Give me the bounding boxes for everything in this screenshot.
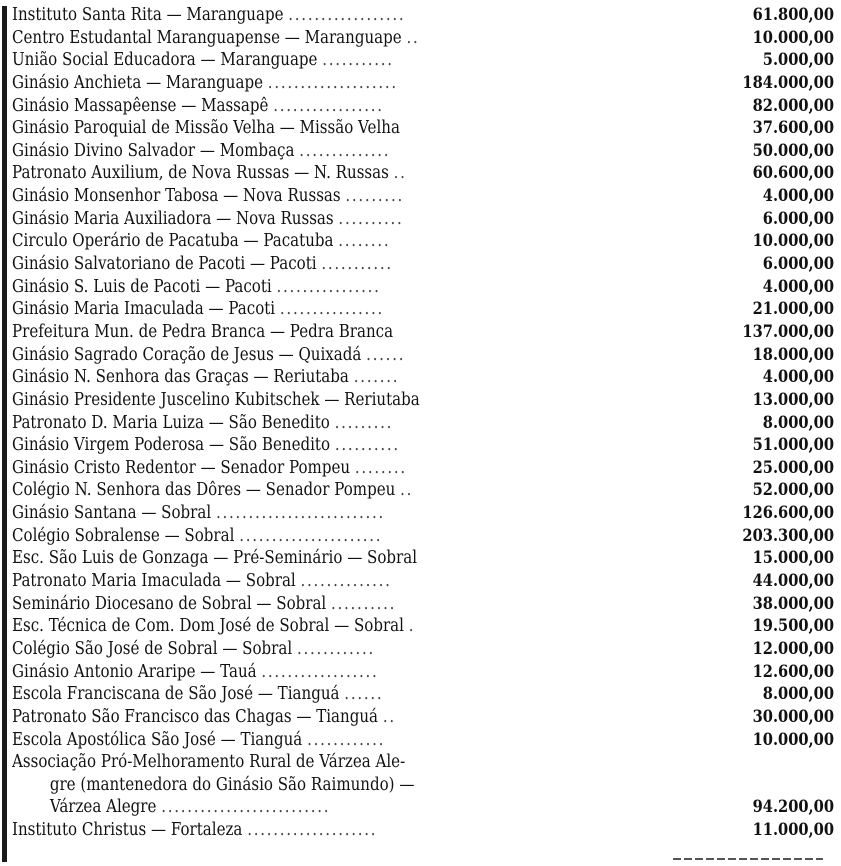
institution-name: Ginásio Massapêense — Massapê [12,95,269,116]
amount-value: 13.000,00 [752,389,834,410]
list-item [12,253,838,276]
amount-value: 10.000,00 [752,231,834,252]
amount-value: 137.000,00 [742,321,834,342]
amount-value: 25.000,00 [752,457,834,478]
amount-value: 6.000,00 [762,208,834,229]
amount-value: 126.600,00 [742,503,834,524]
left-margin-rule [2,6,7,862]
dot-leader: .......................... [215,503,386,524]
dot-leader: .. [393,163,407,184]
institution-name: Escola Apostólica São José — Tianguá [12,729,303,750]
institution-name: União Social Educadora — Maranguape [12,50,318,71]
amount-value: 15.000,00 [752,548,834,569]
institution-name: Patronato D. Maria Luiza — São Benedito [12,412,330,433]
institution-name: Ginásio Paroquial de Missão Velha — Missão Velha [12,118,400,139]
amount-value: 4.000,00 [762,367,834,388]
institution-name: Colégio São José de Sobral — Sobral [12,638,293,659]
dot-leader: .............. [300,571,392,592]
institution-name: Instituto Santa Rita — Maranguape [12,5,284,25]
amount-value: 37.600,00 [752,118,834,139]
institution-name: Patronato Auxilium, de Nova Russas — N. Russas [12,163,389,184]
dot-leader: ......... [345,186,404,207]
dot-leader: ...... [344,684,384,705]
list-item [12,185,838,208]
list-item [12,502,838,525]
amount-value: 10.000,00 [752,27,834,48]
list-item [12,729,838,752]
amount-value: 203.300,00 [742,525,834,546]
institution-name: Ginásio Antonio Araripe — Tauá [12,661,257,682]
dot-leader: .................. [288,5,406,25]
institution-name: gre (mantenedora do Ginásio São Raimundo) — [49,774,415,795]
institution-name: Patronato Maria Imaculada — Sobral [12,571,296,592]
list-item [12,27,838,50]
dot-leader: ...................... [239,525,383,546]
dot-leader: .............. [299,140,391,161]
dot-leader: . [408,616,416,637]
amount-value: 11.000,00 [752,820,834,841]
amount-value: 4.000,00 [762,276,834,297]
dot-leader: ...... [366,344,406,365]
amount-value: 51.000,00 [752,435,834,456]
institution-name: Ginásio Maria Auxiliadora — Nova Russas [12,208,334,229]
list-item [12,525,838,548]
list-item [12,412,838,435]
institution-name: Várzea Alegre [49,797,157,818]
amount-value: 30.000,00 [752,706,834,727]
amount-value: 18.000,00 [752,344,834,365]
amount-value: 61.800,00 [752,5,834,25]
list-item [12,661,838,684]
dot-leader: .. [406,27,420,48]
list-item [12,344,838,367]
dot-leader: .................. [261,661,379,682]
amount-value: 21.000,00 [752,299,834,320]
list-item [12,570,838,593]
footer-dash-rule [673,858,823,860]
institution-name: Ginásio Virgem Poderosa — São Benedito [12,435,331,456]
list-item [12,796,838,819]
amount-value: 82.000,00 [752,95,834,116]
list-item [12,321,838,344]
amount-value: 6.000,00 [762,254,834,275]
institution-name: Instituto Christus — Fortaleza [12,820,243,841]
list-item [12,140,838,163]
amount-value: 12.600,00 [752,661,834,682]
amount-value: 60.600,00 [752,163,834,184]
list-item [12,162,838,185]
dot-leader: ........... [321,254,393,275]
amount-value: 19.500,00 [752,616,834,637]
dot-leader: ................ [279,299,385,320]
list-item [12,638,838,661]
amount-value: 10.000,00 [752,729,834,750]
institution-name: Ginásio Monsenhor Tabosa — Nova Russas [12,186,341,207]
institution-name: Ginásio Maria Imaculada — Pacoti [12,299,276,320]
list-item [12,208,838,231]
list-item [12,72,838,95]
dot-leader: ......... [334,412,394,433]
amount-value: 4.000,00 [762,186,834,207]
dot-leader: ............ [296,638,376,659]
institution-name: Circulo Operário de Pacatuba — Pacatuba [12,231,334,252]
amount-value: 94.200,00 [752,797,834,818]
institution-name: Associação Pró-Melhoramento Rural de Várzea Ale- [12,752,406,773]
institution-name: Esc. São Luis de Gonzaga — Pré-Seminário — Sobral [12,548,418,569]
institution-name: Ginásio S. Luis de Pacoti — Pacoti [12,276,272,297]
institution-name: Ginásio Divino Salvador — Mombaça [12,140,295,161]
amount-value: 12.000,00 [752,638,834,659]
list-item [12,547,838,570]
list-item [12,276,838,299]
list-item [12,230,838,253]
institution-name: Seminário Diocesano de Sobral — Sobral [12,593,327,614]
list-item [12,615,838,638]
institution-name: Esc. Técnica de Com. Dom José de Sobral — Sobral [12,616,404,637]
dot-leader: ................ [276,276,381,297]
institution-name: Colégio Sobralense — Sobral [12,525,235,546]
amount-value: 184.000,00 [742,72,834,93]
list-item [12,117,838,140]
amount-value: 44.000,00 [752,571,834,592]
list-item [12,457,838,480]
amount-value: 8.000,00 [762,412,834,433]
dot-leader: .. [400,480,414,501]
dot-leader: ............ [307,729,386,750]
amount-value: 38.000,00 [752,593,834,614]
dot-leader: ........... [322,50,394,71]
list-item [12,366,838,389]
dot-leader: ................. [273,95,384,116]
dot-leader: ........ [338,231,391,252]
list-item [12,95,838,118]
institution-name: Colégio N. Senhora das Dôres — Senador Pompeu [12,480,396,501]
institution-name: Ginásio Cristo Redentor — Senador Pompeu [12,457,351,478]
institution-name: Ginásio Anchieta — Maranguape [12,72,264,93]
dot-leader: .................... [247,820,378,841]
list-item [12,706,838,729]
list-item [12,479,838,502]
list-item [12,751,838,774]
amount-value: 8.000,00 [762,684,834,705]
dot-leader: .................... [267,72,398,93]
amount-value: 5.000,00 [762,50,834,71]
dot-leader: .......... [331,593,397,614]
institution-name: Ginásio Santana — Sobral [12,503,212,524]
list-item [12,683,838,706]
institution-name: Ginásio Presidente Juscelino Kubitschek — Reriutaba [12,389,420,410]
institution-name: Escola Franciscana de São José — Tianguá [12,684,340,705]
amount-value: 52.000,00 [752,480,834,501]
list-item [12,298,838,321]
dot-leader: .......... [338,208,404,229]
institution-name: Ginásio Salvatoriano de Pacoti — Pacoti [12,254,317,275]
amount-value: 50.000,00 [752,140,834,161]
dot-leader: ....... [353,367,400,388]
institution-name: Ginásio Sagrado Coração de Jesus — Quixadá [12,344,362,365]
list-item [12,4,838,27]
dot-leader: .......................... [161,797,331,818]
dot-leader: ........ [354,457,407,478]
list-item [12,389,838,412]
dot-leader: .. [382,706,396,727]
list-item [12,819,838,842]
list-item [12,49,838,72]
list-item [12,434,838,457]
institution-name: Patronato São Francisco das Chagas — Tianguá [12,706,379,727]
list-item [12,593,838,616]
institution-name: Ginásio N. Senhora das Graças — Reriutaba [12,367,349,388]
institution-name: Prefeitura Mun. de Pedra Branca — Pedra Branca [12,321,394,342]
list-item [12,774,838,797]
institution-name: Centro Estudantal Maranguapense — Maranguape [12,27,402,48]
institution-funding-list [12,4,838,842]
dot-leader: .......... [334,435,400,456]
